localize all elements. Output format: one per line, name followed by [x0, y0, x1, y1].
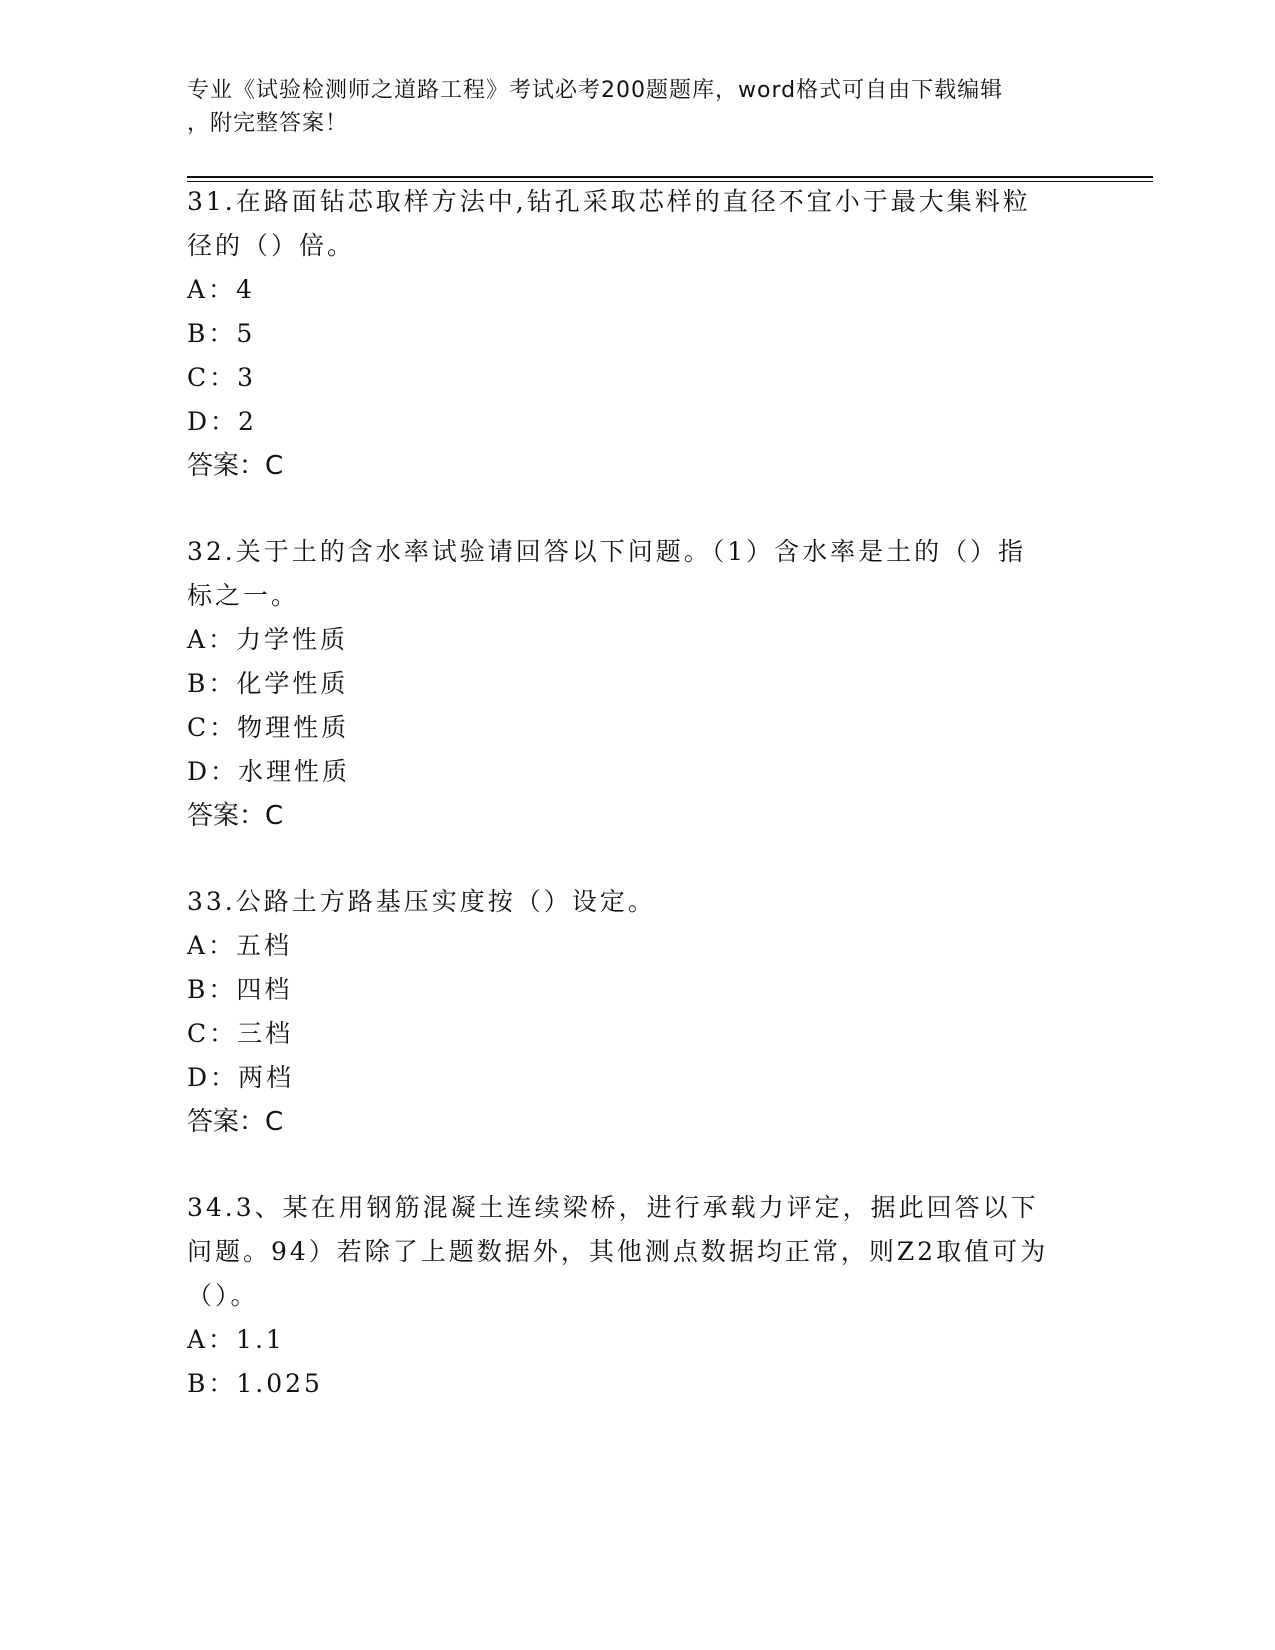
header-line-1: 专业《试验检测师之道路工程》考试必考200题题库，word格式可自由下载编辑 [187, 78, 1004, 103]
question-31-option-b: B：5 [187, 319, 256, 348]
question-34-text-line-2: 问题。94）若除了上题数据外，其他测点数据均正常，则Z2取值可为 [187, 1237, 1049, 1266]
question-31-text-line-1: 31.在路面钻芯取样方法中,钻孔采取芯样的直径不宜小于最大集料粒 [187, 187, 1031, 216]
question-33-option-d: D：两档 [187, 1063, 295, 1092]
question-32-text-line-1: 32.关于土的含水率试验请回答以下问题。（1）含水率是土的（）指 [187, 537, 1027, 566]
question-32-option-c: C：物理性质 [187, 713, 350, 742]
question-33-option-c: C：三档 [187, 1019, 294, 1048]
question-31-option-c: C：3 [187, 363, 257, 392]
question-32-answer: 答案：C [187, 801, 284, 831]
question-33-text-line-1: 33.公路土方路基压实度按（）设定。 [187, 887, 656, 916]
question-32-text-line-2: 标之一。 [187, 581, 300, 610]
question-34-text-line-1: 34.3、某在用钢筋混凝土连续梁桥，进行承载力评定，据此回答以下 [187, 1193, 1039, 1222]
question-33-option-a: A：五档 [187, 931, 293, 960]
question-31-option-d: D：2 [187, 407, 257, 436]
header-divider-thick [187, 176, 1153, 178]
question-32-option-a: A：力学性质 [187, 625, 349, 654]
question-34-text-line-3: （）。 [187, 1281, 259, 1310]
question-34-option-a: A：1.1 [187, 1325, 285, 1354]
question-31-text-line-2: 径的（）倍。 [187, 231, 356, 260]
question-31-option-a: A：4 [187, 275, 255, 304]
question-33-answer: 答案：C [187, 1107, 284, 1137]
question-32-option-b: B：化学性质 [187, 669, 349, 698]
question-32-option-d: D：水理性质 [187, 757, 351, 786]
document-header [187, 74, 1087, 140]
question-31-answer: 答案：C [187, 451, 284, 481]
header-divider-thin [187, 181, 1153, 182]
question-34-option-b: B：1.025 [187, 1369, 323, 1398]
header-line-2: ，附完整答案！ [187, 111, 349, 136]
question-33-option-b: B：四档 [187, 975, 293, 1004]
